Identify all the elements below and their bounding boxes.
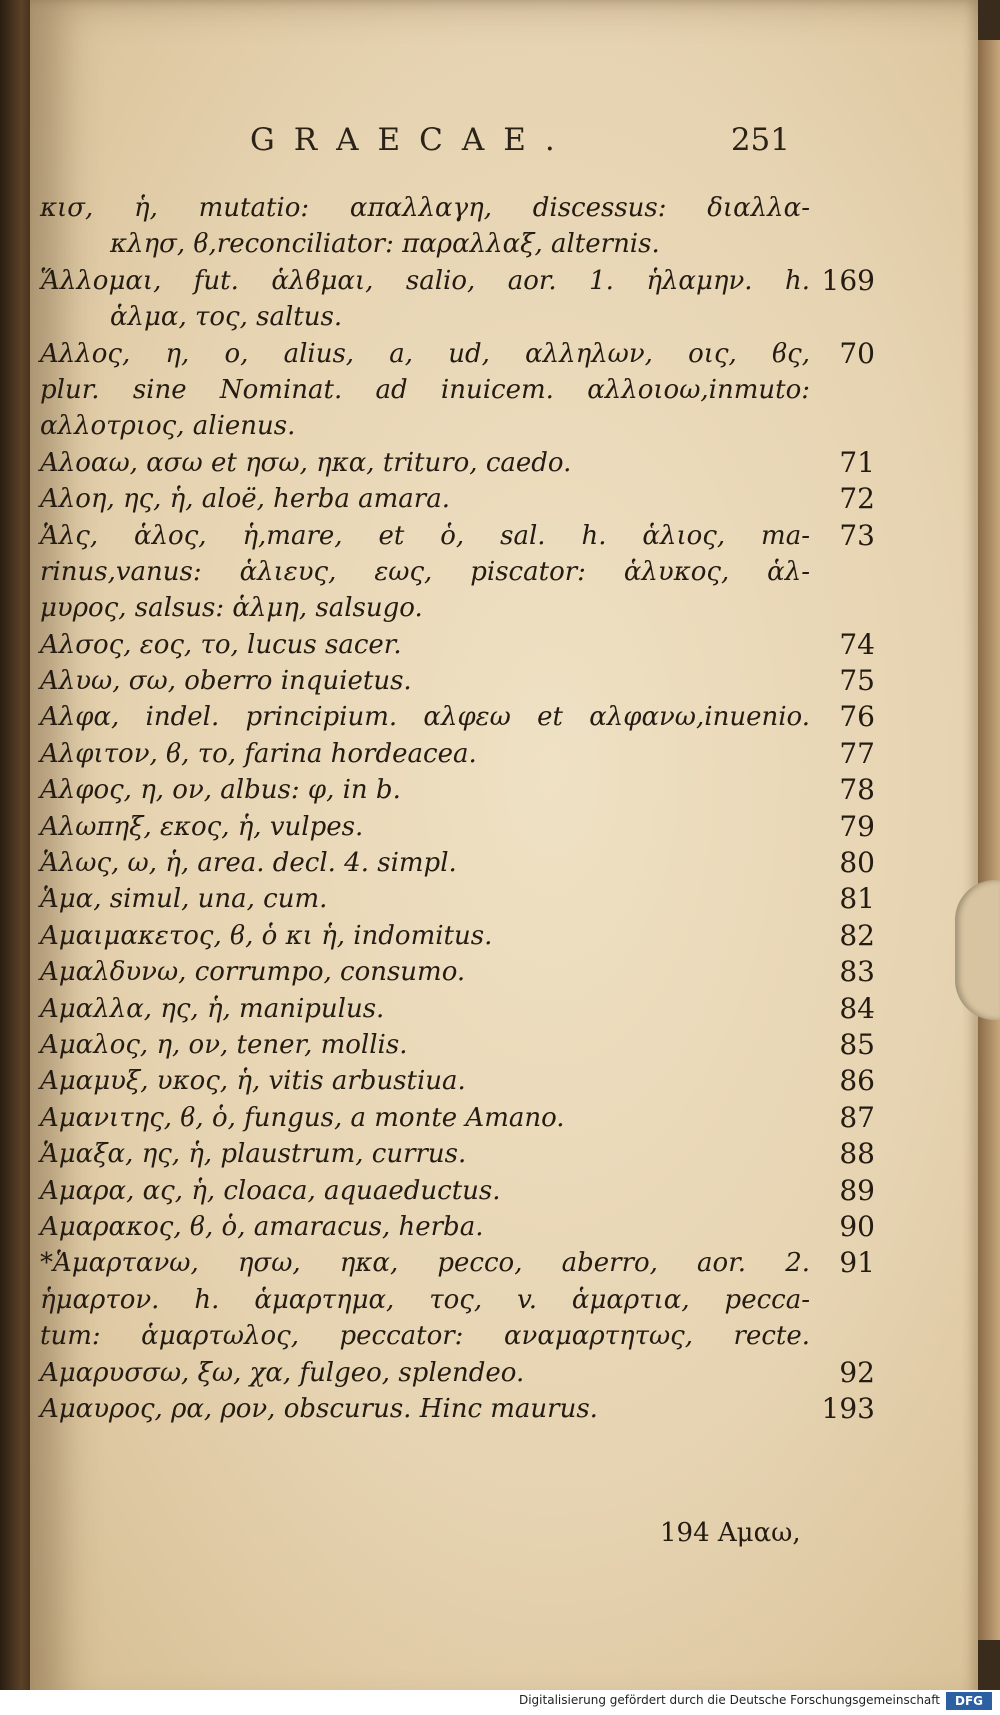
entry-number: 77 [839,736,875,770]
entry-line [40,954,875,990]
entry-text: Αλυω, σω, oberro inquietus. [40,666,412,697]
entry-number: 88 [839,1137,875,1171]
entry-line [40,736,875,772]
entry-text: ἡμαρτον. h. ἁμαρτημα, τος, v. ἁμαρτια, pecca- [40,1284,810,1315]
entry-line [40,918,875,954]
entry-number: 84 [839,991,875,1025]
entry-line [40,481,875,517]
entry-text: Αλωπηξ, εκος, ἡ, vulpes. [40,811,364,842]
entry-text: Αλοη, ης, ἡ, aloë, herba amara. [40,484,450,515]
entry-line [40,1318,810,1354]
entry-number: 87 [839,1100,875,1134]
entry-number: 91 [839,1246,875,1280]
entry-line [40,1100,875,1136]
entry-number: 75 [839,664,875,698]
entry-line [40,1209,875,1245]
entry-line [40,1063,875,1099]
entry-text: Αλφος, η, ον, albus: φ, in b. [40,775,401,806]
entry-number: 78 [839,773,875,807]
entry-text: Αμαυρος, ρα, ρον, obscurus. Hinc maurus. [40,1393,598,1424]
entry-number: 89 [839,1173,875,1207]
entry-text: κλησ, ϐ,reconciliator: παραλλαξ, alternis. [110,229,660,260]
footer-credit: Digitalisierung gefördert durch die Deutsche Forschungsgemeinschaft [518,1693,940,1707]
entry-line [40,772,875,808]
entry-number: 83 [839,955,875,989]
entry-line [40,1282,810,1318]
entry-number: 79 [839,809,875,843]
entry-line [40,1027,875,1063]
entry-line [40,627,875,663]
page-header [230,122,790,172]
entry-line [40,699,875,735]
entry-line [40,1136,875,1172]
entry-text: Αμαλος, η, ον, tener, mollis. [40,1029,408,1060]
entry-text: Αλλος, η, ο, alius, a, ud, αλληλων, οις, ϐς, [40,338,810,369]
dfg-logo: DFG [946,1692,992,1710]
entry-text: Ἁμαξα, ης, ἡ, plaustrum, currus. [40,1139,467,1170]
entry-number: 73 [839,518,875,552]
entry-number: 72 [839,482,875,516]
entry-line [40,518,875,554]
entry-text: Ἁλς, ἁλος, ἡ,mare, et ὁ, sal. h. ἁλιος, ma- [40,520,810,551]
entry-text: Αμαρακος, ϐ, ὁ, amaracus, herba. [40,1211,484,1242]
entry-line [40,299,810,335]
page-number: 251 [730,122,790,158]
entry-number: 70 [839,336,875,370]
entry-number: 76 [839,700,875,734]
entry-line [40,372,810,408]
entry-line [40,226,810,262]
entry-number: 92 [839,1355,875,1389]
entry-line [40,1173,875,1209]
entry-text: μυρος, salsus: ἁλμη, salsugo. [40,593,423,624]
entry-text: αλλοτριος, alienus. [40,411,296,442]
entry-text: Αμαρυσσω, ξω, χα, fulgeo, splendeo. [40,1357,525,1388]
entry-text: tum: ἁμαρτωλος, peccator: αναμαρτητως, recte. [40,1321,810,1352]
entry-line [40,1355,875,1391]
entry-text: Αμαρα, ας, ἡ, cloaca, aquaeductus. [40,1175,501,1206]
entry-number: 71 [839,445,875,479]
entry-line [40,554,810,590]
entry-line [40,991,875,1027]
entry-line [40,263,875,299]
entry-text: Ἁμα, simul, una, cum. [40,884,328,915]
entry-number: 74 [839,627,875,661]
entry-line [40,408,810,444]
entry-text: Αλσος, εος, το, lucus sacer. [40,629,402,660]
entry-text: Αλφιτον, ϐ, το, farina hordeacea. [40,738,477,769]
entry-text: Αμαλλα, ης, ἡ, manipulus. [40,993,385,1024]
entry-text: Αμαιμακετος, ϐ, ὁ κι ἡ, indomitus. [40,920,493,951]
entry-text: Αμαμυξ, υκος, ἡ, vitis arbustiua. [40,1066,466,1097]
entry-number: 81 [839,882,875,916]
dictionary-entries [40,190,875,1427]
entry-line [40,445,875,481]
entry-text: Αλοαω, ασω et ησω, ηκα, trituro, caedo. [40,447,572,478]
entry-number: 80 [839,846,875,880]
entry-text: *Ἁμαρτανω, ησω, ηκα, pecco, aberro, aor. 2. [40,1248,810,1279]
entry-line [40,1391,875,1427]
entry-text: κισ, ἡ, mutatio: απαλλαγη, discessus: διαλλα- [40,193,810,223]
entry-text: Ἁλως, ω, ἡ, area. decl. 4. simpl. [40,848,457,879]
entry-number: 86 [839,1064,875,1098]
entry-text: plur. sine Nominat. ad inuicem. αλλοιοω,inmuto: [40,374,810,405]
entry-line [40,1245,875,1281]
entry-text: Ἅλλομαι, fut. ἁλϐμαι, salio, aor. 1. ἡλαμην. h. [40,265,810,296]
entry-line [40,881,875,917]
footer-bar [0,1690,1000,1715]
entry-line [40,590,810,626]
entry-number: 82 [839,918,875,952]
entry-text: ἁλμα, τος, saltus. [110,302,343,333]
entry-number: 193 [821,1391,875,1425]
entry-line [40,809,875,845]
running-head: GRAECAE. [250,122,574,158]
entry-line [40,190,810,226]
entry-number: 169 [821,263,875,297]
entry-number: 85 [839,1027,875,1061]
entry-text: Αλφα, indel. principium. αλφεω et αλφανω,inuenio. [40,702,810,733]
entry-line [40,663,875,699]
entry-text: Αμαλδυνω, corrumpo, consumo. [40,957,466,988]
entry-number: 90 [839,1209,875,1243]
entry-line [40,845,875,881]
entry-text: Αμανιτης, ϐ, ὁ, fungus, a monte Amano. [40,1102,565,1133]
entry-line [40,336,875,372]
entry-text: rinus,vanus: ἁλιευς, εως, piscator: ἁλυκος, ἁλ- [40,556,810,587]
scanner-clip [955,880,1000,1020]
catchword: 194 Αμαω, [660,1518,801,1548]
